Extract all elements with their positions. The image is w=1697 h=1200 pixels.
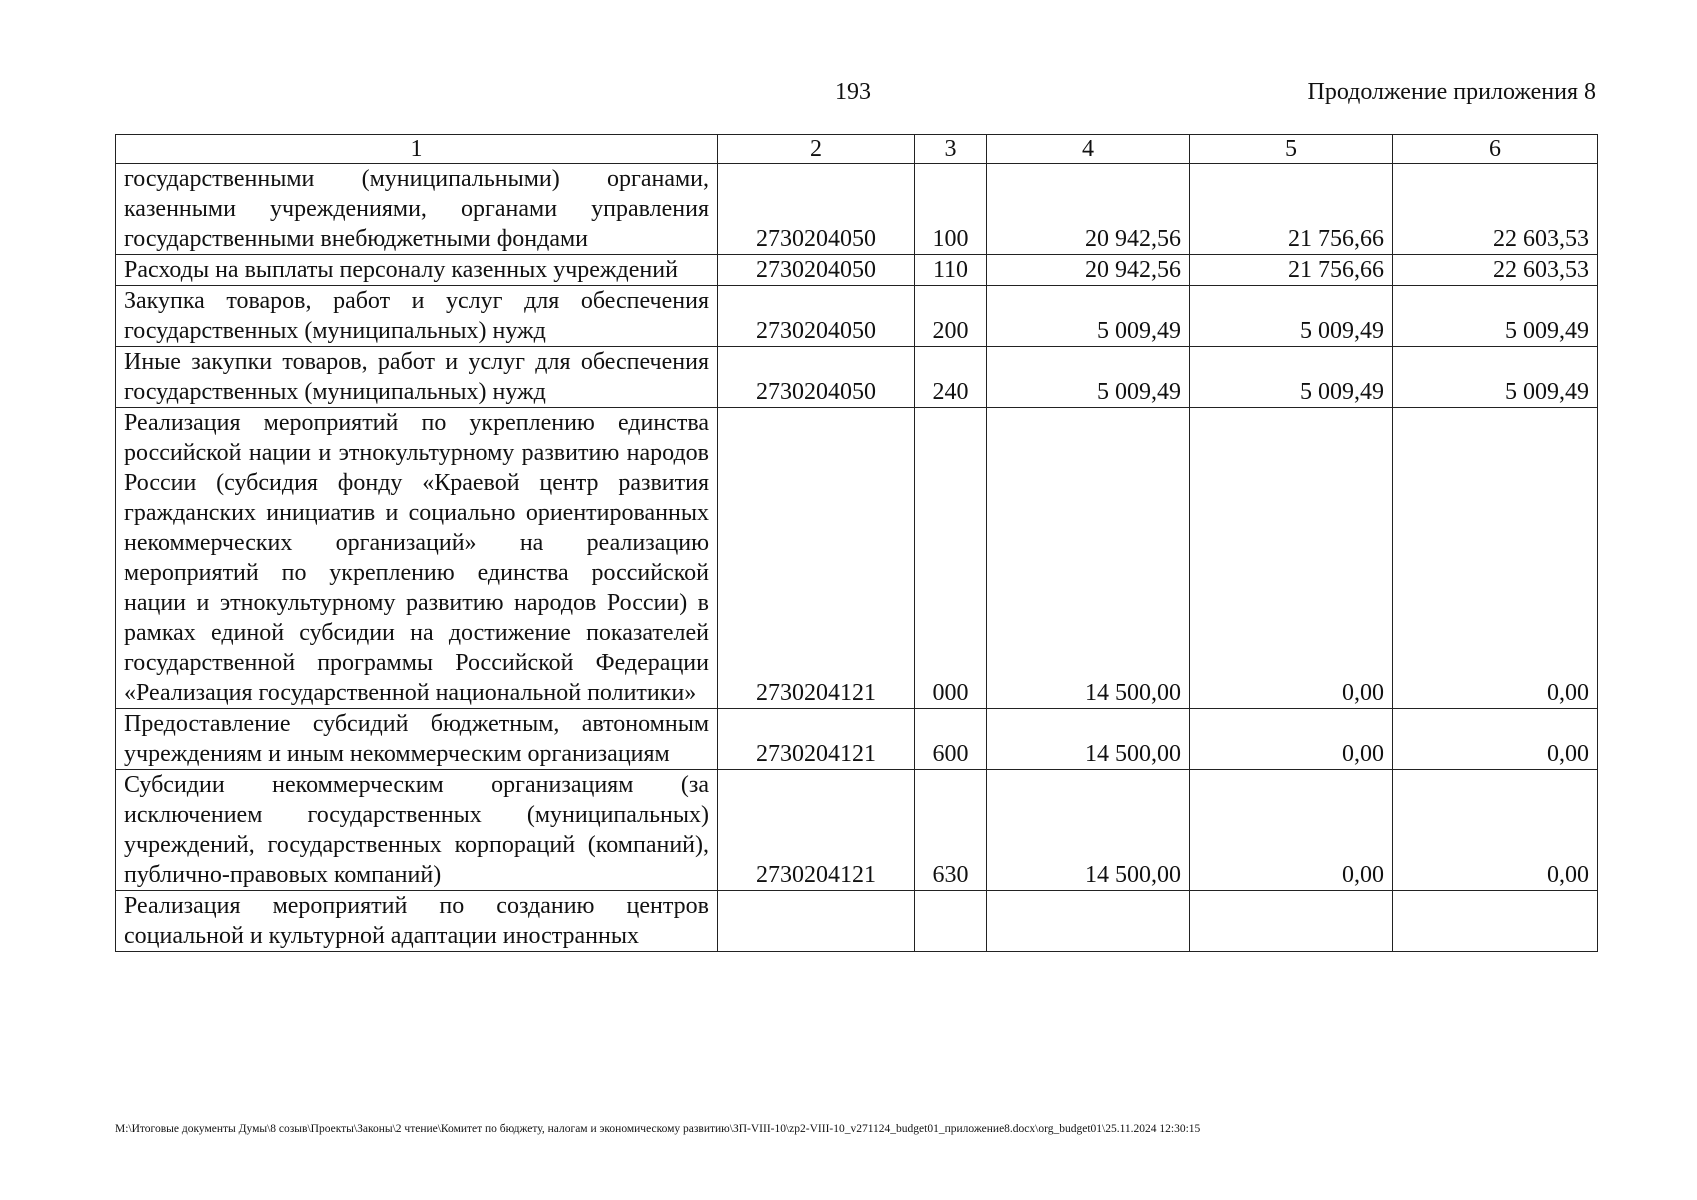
row-amount-col5: 0,00 [1190, 408, 1393, 709]
row-amount-col5: 21 756,66 [1190, 164, 1393, 255]
row-description: Субсидии некоммерческим организациям (за исключением государственных (муниципальных) учреждений, государственных корпораций (компаний), публично-правовых компаний) [116, 770, 718, 891]
row-amount-col6: 22 603,53 [1393, 255, 1598, 286]
row-description: государственными (муниципальными) органами, казенными учреждениями, органами управления государственными внебюджетными фондами [116, 164, 718, 255]
row-description: Иные закупки товаров, работ и услуг для обеспечения государственных (муниципальных) нужд [116, 347, 718, 408]
row-amount-col4: 5 009,49 [987, 347, 1190, 408]
row-expense-type: 600 [915, 709, 987, 770]
row-expense-type: 240 [915, 347, 987, 408]
row-expense-type [915, 891, 987, 952]
column-header-2: 2 [718, 135, 915, 164]
row-amount-col5: 0,00 [1190, 770, 1393, 891]
row-amount-col6: 5 009,49 [1393, 286, 1598, 347]
document-file-path: M:\Итоговые документы Думы\8 созыв\Проекты\Законы\2 чтение\Комитет по бюджету, налогам и экономическому развитию\ЗП-VIII-10\zp2-VIII-10_v271124_budget01_приложение8.docx\org_budget01\25.11.2024 12:30:15 [115, 1123, 1201, 1135]
column-header-6: 6 [1393, 135, 1598, 164]
row-description: Расходы на выплаты персоналу казенных учреждений [116, 255, 718, 286]
row-target-code: 2730204050 [718, 347, 915, 408]
row-amount-col5: 5 009,49 [1190, 286, 1393, 347]
row-description: Закупка товаров, работ и услуг для обеспечения государственных (муниципальных) нужд [116, 286, 718, 347]
table-row [116, 891, 1598, 952]
row-target-code: 2730204121 [718, 408, 915, 709]
header-row [116, 135, 1598, 164]
table-row [116, 709, 1598, 770]
table-row [116, 347, 1598, 408]
row-amount-col5: 5 009,49 [1190, 347, 1393, 408]
row-amount-col6: 0,00 [1393, 709, 1598, 770]
table-body [116, 164, 1598, 952]
column-header-4: 4 [987, 135, 1190, 164]
table-row [116, 286, 1598, 347]
row-amount-col4 [987, 891, 1190, 952]
page-number: 193 [835, 79, 871, 105]
column-header-5: 5 [1190, 135, 1393, 164]
table-row [116, 255, 1598, 286]
row-expense-type: 200 [915, 286, 987, 347]
budget-table [115, 134, 1598, 952]
row-description: Реализация мероприятий по созданию центров социальной и культурной адаптации иностранных [116, 891, 718, 952]
row-amount-col6: 22 603,53 [1393, 164, 1598, 255]
page-caption: Продолжение приложения 8 [1307, 79, 1596, 105]
row-target-code: 2730204121 [718, 709, 915, 770]
row-amount-col4: 14 500,00 [987, 709, 1190, 770]
row-amount-col5: 0,00 [1190, 709, 1393, 770]
row-amount-col6: 0,00 [1393, 770, 1598, 891]
row-expense-type: 110 [915, 255, 987, 286]
row-amount-col4: 20 942,56 [987, 164, 1190, 255]
row-amount-col6: 0,00 [1393, 408, 1598, 709]
row-target-code: 2730204050 [718, 164, 915, 255]
row-target-code [718, 891, 915, 952]
row-target-code: 2730204050 [718, 255, 915, 286]
row-amount-col4: 14 500,00 [987, 770, 1190, 891]
row-amount-col4: 14 500,00 [987, 408, 1190, 709]
row-description: Предоставление субсидий бюджетным, автономным учреждениям и иным некоммерческим организациям [116, 709, 718, 770]
table-header [116, 135, 1598, 164]
row-amount-col6 [1393, 891, 1598, 952]
table-row [116, 164, 1598, 255]
row-target-code: 2730204121 [718, 770, 915, 891]
row-amount-col4: 5 009,49 [987, 286, 1190, 347]
row-amount-col5: 21 756,66 [1190, 255, 1393, 286]
row-target-code: 2730204050 [718, 286, 915, 347]
row-expense-type: 630 [915, 770, 987, 891]
row-description: Реализация мероприятий по укреплению единства российской нации и этнокультурному развитию народов России (субсидия фонду «Краевой центр развития гражданских инициатив и социально ориентированных некоммерческих организаций» на реализацию мероприятий по укреплению единства российской нации и этнокультурному развитию народов России) в рамках единой субсидии на достижение показателей государственной программы Российской Федерации «Реализация государственной национальной политики» [116, 408, 718, 709]
table-row [116, 408, 1598, 709]
row-amount-col6: 5 009,49 [1393, 347, 1598, 408]
column-header-3: 3 [915, 135, 987, 164]
column-header-1: 1 [116, 135, 718, 164]
row-expense-type: 000 [915, 408, 987, 709]
row-amount-col5 [1190, 891, 1393, 952]
table-row [116, 770, 1598, 891]
row-amount-col4: 20 942,56 [987, 255, 1190, 286]
row-expense-type: 100 [915, 164, 987, 255]
